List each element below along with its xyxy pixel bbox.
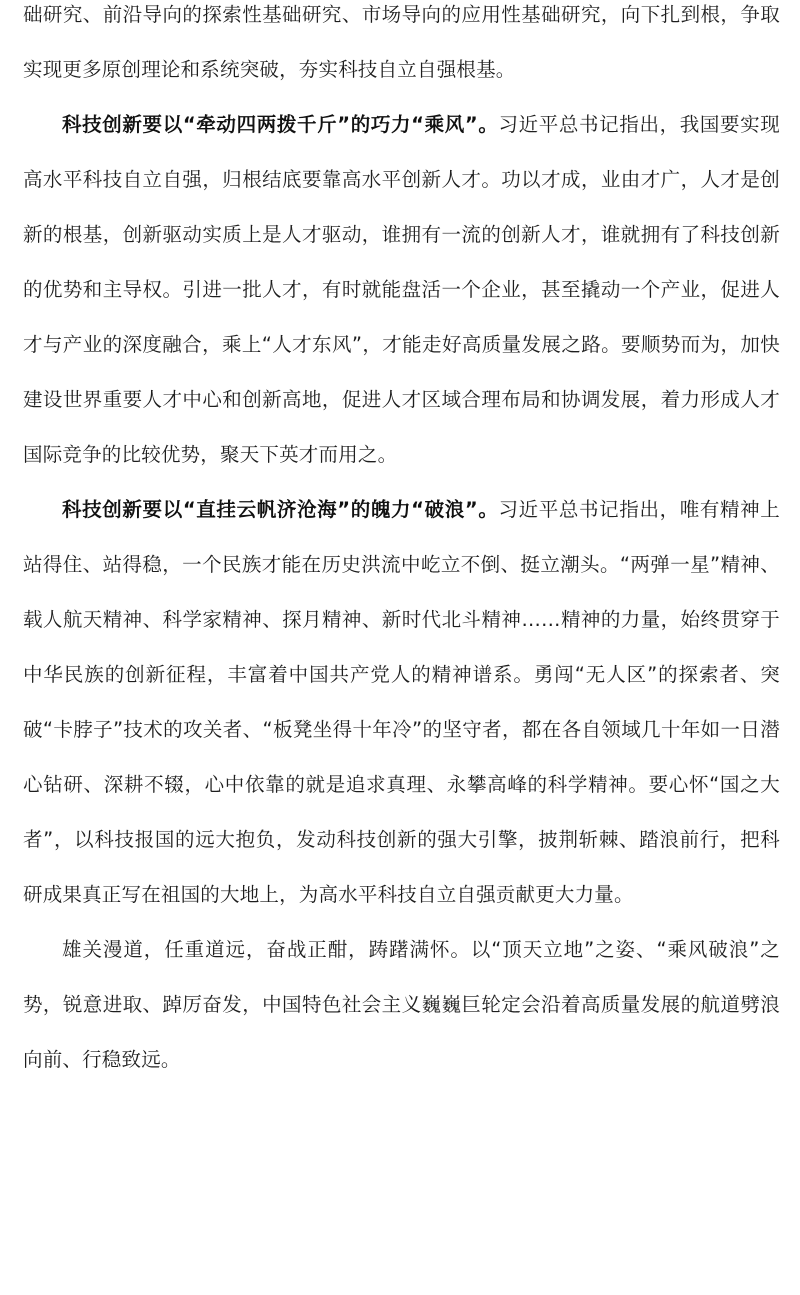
paragraph-spirit (23, 482, 780, 922)
paragraph-talent (23, 97, 780, 482)
paragraph-text: 雄关漫道，任重道远，奋战正酣，踌躇满怀。以“顶天立地”之姿、“乘风破浪”之势，锐意进取、踔厉奋发，中国特色社会主义巍巍巨轮定会沿着高质量发展的航道劈浪向前、行稳致远。 (23, 938, 780, 1071)
article-body (23, 0, 780, 1087)
paragraph-lead: 科技创新要以“直挂云帆济沧海”的魄力“破浪”。 (62, 498, 499, 521)
paragraph-basic-research (23, 0, 780, 97)
paragraph-text: 础研究、前沿导向的探索性基础研究、市场导向的应用性基础研究，向下扎到根，争取实现更多原创理论和系统突破，夯实科技自立自强根基。 (23, 3, 780, 81)
paragraph-text: 习近平总书记指出，我国要实现高水平科技自立自强，归根结底要靠高水平创新人才。功以才成，业由才广，人才是创新的根基，创新驱动实质上是人才驱动，谁拥有一流的创新人才，谁就拥有了科技创新的优势和主导权。引进一批人才，有时就能盘活一个企业，甚至撬动一个产业，促进人才与产业的深度融合，乘上“人才东风”，才能走好高质量发展之路。要顺势而为，加快建设世界重要人才中心和创新高地，促进人才区域合理布局和协调发展，着力形成人才国际竞争的比较优势，聚天下英才而用之。 (23, 113, 780, 466)
paragraph-lead: 科技创新要以“牵动四两拨千斤”的巧力“乘风”。 (62, 113, 499, 136)
paragraph-text: 习近平总书记指出，唯有精神上站得住、站得稳，一个民族才能在历史洪流中屹立不倒、挺立潮头。“两弹一星”精神、载人航天精神、科学家精神、探月精神、新时代北斗精神……精神的力量，始终贯穿于中华民族的创新征程，丰富着中国共产党人的精神谱系。勇闯“无人区”的探索者、突破“卡脖子”技术的攻关者、“板凳坐得十年冷”的坚守者，都在各自领域几十年如一日潜心钻研、深耕不辍，心中依靠的就是追求真理、永攀高峰的科学精神。要心怀“国之大者”，以科技报国的远大抱负，发动科技创新的强大引擎，披荆斩棘、踏浪前行，把科研成果真正写在祖国的大地上，为高水平科技自立自强贡献更大力量。 (23, 498, 780, 906)
paragraph-conclusion (23, 922, 780, 1087)
